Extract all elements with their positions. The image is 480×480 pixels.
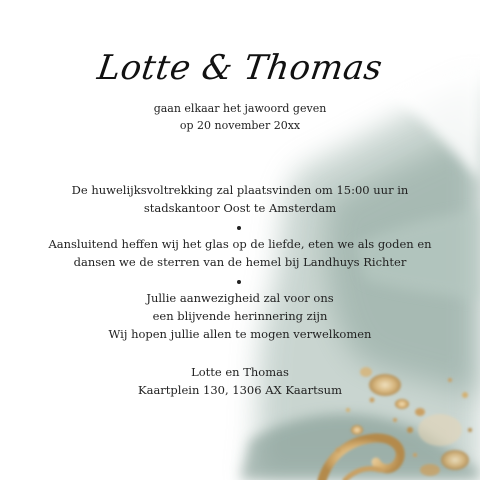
ceremony-line-2: stadskantoor Oost te Amsterdam (143, 201, 337, 215)
closing-line-3: Wij hopen jullie allen te mogen verwelkomen (108, 327, 372, 341)
couple-names-script: Lotte & Thomas (94, 48, 385, 88)
party-line-2: dansen we de sterren van de hemel bij Landhuys Richter (73, 255, 407, 269)
address: Kaartplein 130, 1306 AX Kaartsum (138, 383, 342, 397)
separator-dot (237, 280, 241, 284)
closing-line-2: een blijvende herinnering zijn (152, 309, 328, 323)
announcement-line: gaan elkaar het jawoord geven (153, 102, 327, 115)
wedding-date: op 20 november 20xx (179, 119, 301, 132)
signature: Lotte en Thomas (191, 365, 289, 379)
ceremony-line-1: De huwelijksvoltrekking zal plaatsvinden om 15:00 uur in (71, 183, 409, 197)
party-line-1: Aansluitend heffen wij het glas op de liefde, eten we als goden en (48, 237, 432, 251)
separator-dot (237, 226, 241, 230)
closing-line-1: Jullie aanwezigheid zal voor ons (146, 291, 334, 305)
